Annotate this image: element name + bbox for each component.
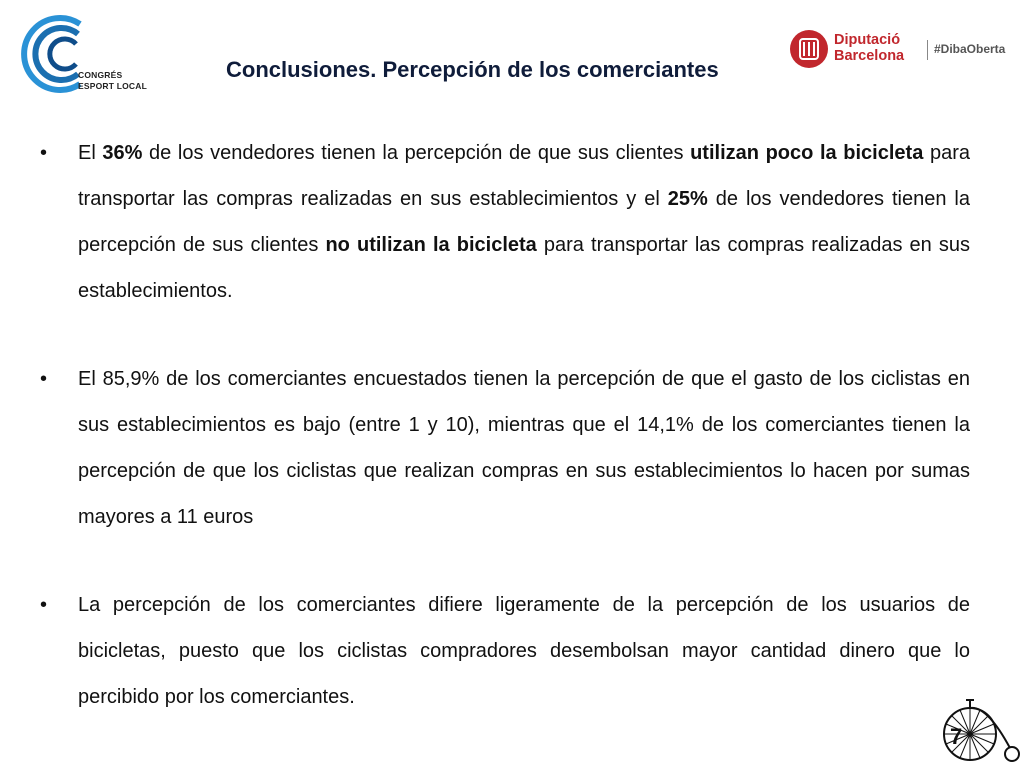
bullet-text (78, 582, 970, 720)
logo-divider (927, 40, 928, 60)
text-run: El 85,9% de los comerciantes encuestados tienen la percepción de que el gasto de los ciclistas en sus establecimientos es bajo (entre 1 y 10), mientras que el 14,1% de los comerciantes tienen la percepción de que los ciclistas que realizan compras en sus establecimientos lo hacen por sumas mayores a 11 euros (78, 368, 970, 528)
page-number: 7 (950, 724, 963, 749)
diputacio-line-1: Diputació (834, 32, 901, 48)
text-run: para transportar las compras realizadas en sus establecimientos y el (78, 142, 970, 210)
text-run: El (78, 142, 103, 164)
diputacio-line-2: Barcelona (834, 48, 905, 64)
penny-farthing-bicycle-icon (936, 692, 1022, 764)
diputacio-logo (790, 30, 1020, 70)
bold-run: utilizan poco la bicicleta (690, 142, 924, 164)
logo-line-1: CONGRÉS (78, 70, 123, 80)
diputacio-name (834, 32, 904, 64)
diputacio-seal-icon (790, 30, 828, 68)
text-run: de los vendedores tienen la percepción de que sus clientes (142, 142, 691, 164)
bullet-marker: • (40, 368, 48, 390)
text-run: La percepción de los comerciantes difiere ligeramente de la percepción de los usuarios de bicicletas, puesto que los ciclistas compradores desembolsan mayor cantidad dinero que lo percibido por los comerciantes. (78, 594, 970, 708)
bold-run: 36% (102, 142, 143, 164)
hashtag-label: #DibaOberta (934, 42, 1006, 56)
bullet-marker: • (40, 142, 48, 164)
logo-line-2: ESPORT LOCAL (78, 81, 147, 91)
bold-run: no utilizan la bicicleta (325, 234, 537, 256)
congres-logo (18, 12, 188, 102)
congres-logo-text (78, 70, 147, 92)
bullet-list (36, 130, 970, 720)
bullet-text (78, 130, 970, 314)
bullet-item (36, 130, 970, 314)
page-title: Conclusiones. Percepción de los comerciantes (226, 57, 719, 82)
bullet-item (36, 356, 970, 540)
text-run: para transportar las compras realizadas en sus establecimientos. (78, 234, 971, 302)
bullet-item (36, 582, 970, 720)
bullet-marker: • (40, 594, 48, 616)
bullet-text (78, 356, 970, 540)
bold-run: 25% (667, 188, 708, 210)
text-run: de los vendedores tienen la percepción de sus clientes (78, 188, 970, 256)
